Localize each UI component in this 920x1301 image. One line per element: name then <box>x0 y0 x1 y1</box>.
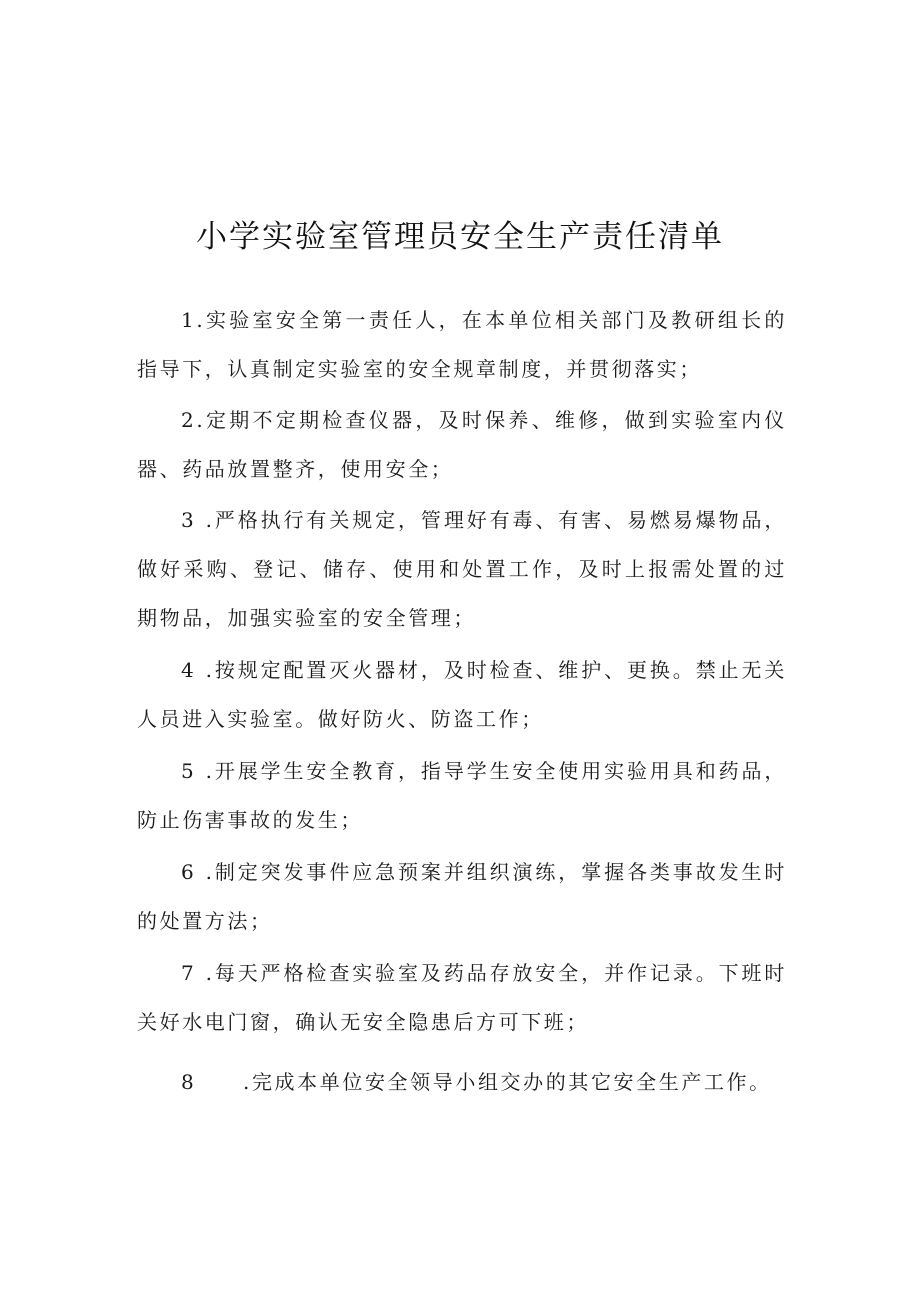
list-item-4: 4 .按规定配置灭火器材，及时检查、维护、更换。禁止无关人员进入实验室。做好防火、防盗工作； <box>137 658 787 731</box>
list-item-8 <box>137 1058 787 1107</box>
list-item-2: 2.定期不定期检查仪器，及时保养、维修，做到实验室内仪器、药品放置整齐，使用安全； <box>137 408 787 481</box>
document-title: 小学实验室管理员安全生产责任清单 <box>196 219 724 255</box>
list-item-5: 5 .开展学生安全教育，指导学生安全使用实验用具和药品，防止伤害事故的发生； <box>137 759 787 832</box>
list-item-6: 6 .制定突发事件应急预案并组织演练，掌握各类事故发生时的处置方法； <box>137 860 787 933</box>
list-item-1: 1.实验室安全第一责任人，在本单位相关部门及教研组长的指导下，认真制定实验室的安全规章制度，并贯彻落实； <box>137 308 787 381</box>
list-item-7: 7 .每天严格检查实验室及药品存放安全，并作记录。下班时关好水电门窗，确认无安全隐患后方可下班； <box>137 961 787 1034</box>
list-item-8-text: .完成本单位安全领导小组交办的其它安全生产工作。 <box>243 1070 772 1094</box>
list-item-8-number: 8 <box>181 1070 197 1094</box>
list-item-3: 3 .严格执行有关规定，管理好有毒、有害、易燃易爆物品，做好采购、登记、储存、使用和处置工作，及时上报需处置的过期物品，加强实验室的安全管理； <box>137 508 787 630</box>
